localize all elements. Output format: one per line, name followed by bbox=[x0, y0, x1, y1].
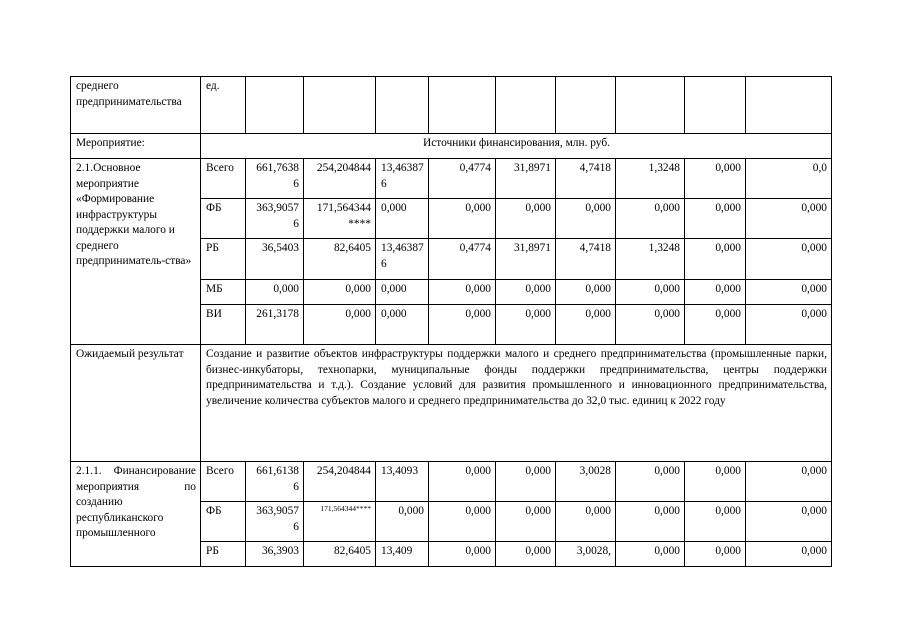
value-cell: 0,0 bbox=[746, 159, 832, 199]
value-cell: 0,000 bbox=[685, 542, 746, 567]
section-label: 2.1.Основное мероприятие «Формирование инфраструктуры поддержки малого и среднего предприниматель-ства» bbox=[71, 159, 201, 345]
value-cell: 661,76386 bbox=[246, 159, 304, 199]
value-cell: 0,000 bbox=[685, 159, 746, 199]
value-cell: 4,7418 bbox=[556, 159, 616, 199]
value-cell: 13,409 bbox=[376, 542, 429, 567]
value-cell: 3,0028 bbox=[556, 462, 616, 502]
value-cell: 0,000 bbox=[376, 199, 429, 239]
table-row bbox=[71, 77, 832, 134]
empty-cell bbox=[246, 77, 304, 134]
value-cell: 0,000 bbox=[496, 305, 556, 345]
value-cell: 0,000 bbox=[746, 280, 832, 305]
value-cell: 0,000 bbox=[496, 199, 556, 239]
source-type: ФБ bbox=[201, 502, 246, 542]
value-cell: 3,0028, bbox=[556, 542, 616, 567]
measure-label: Мероприятие: bbox=[71, 134, 201, 159]
value-cell: 0,000 bbox=[746, 542, 832, 567]
value-cell: 0,000 bbox=[685, 502, 746, 542]
value-cell: 0,000 bbox=[746, 462, 832, 502]
value-cell: 0,000 bbox=[429, 502, 496, 542]
sources-title: Источники финансирования, млн. руб. bbox=[201, 134, 832, 159]
empty-cell bbox=[496, 77, 556, 134]
expected-result-label: Ожидаемый результат bbox=[71, 345, 201, 462]
value-cell: 0,000 bbox=[376, 280, 429, 305]
table-row bbox=[71, 345, 832, 462]
value-cell: 0,000 bbox=[429, 280, 496, 305]
empty-cell bbox=[304, 77, 376, 134]
financing-table bbox=[70, 76, 832, 567]
empty-cell bbox=[556, 77, 616, 134]
value-cell: 0,000 bbox=[746, 305, 832, 345]
value-cell: 0,000 bbox=[556, 305, 616, 345]
value-cell: 31,8971 bbox=[496, 159, 556, 199]
value-cell: 171,564344**** bbox=[304, 502, 376, 542]
value-cell: 0,000 bbox=[429, 542, 496, 567]
value-cell: 363,90576 bbox=[246, 502, 304, 542]
value-cell: 0,000 bbox=[556, 280, 616, 305]
expected-result-text: Создание и развитие объектов инфраструктуры поддержки малого и среднего предпринимательства (промышленные парки, бизнес-инкубаторы, технопарки, муниципальные фонды поддержки предпринимательства, центры поддержки предпринимательства и т.д.). Создание условий для развития промышленного и инновационного предпринимательства, увеличение количества субъектов малого и среднего предпринимательства до 32,0 тыс. единиц к 2022 году bbox=[201, 345, 832, 462]
value-cell: 0,000 bbox=[685, 280, 746, 305]
indicator-label: среднего предпринимательства bbox=[71, 77, 201, 134]
value-cell: 0,000 bbox=[746, 239, 832, 280]
value-cell: 0,000 bbox=[496, 462, 556, 502]
value-cell: 0,000 bbox=[685, 462, 746, 502]
value-cell: 13,463876 bbox=[376, 239, 429, 280]
value-cell: 0,000 bbox=[496, 280, 556, 305]
value-cell: 0,000 bbox=[376, 305, 429, 345]
value-cell: 0,000 bbox=[496, 502, 556, 542]
value-cell: 0,000 bbox=[304, 280, 376, 305]
value-cell: 0,000 bbox=[496, 542, 556, 567]
value-cell: 36,5403 bbox=[246, 239, 304, 280]
value-cell: 171,564344 **** bbox=[304, 199, 376, 239]
value-cell: 0,000 bbox=[429, 199, 496, 239]
value-cell: 0,000 bbox=[616, 199, 685, 239]
source-type: ВИ bbox=[201, 305, 246, 345]
value-cell: 0,000 bbox=[429, 305, 496, 345]
value-cell: 661,61386 bbox=[246, 462, 304, 502]
value-cell: 1,3248 bbox=[616, 239, 685, 280]
value-cell: 0,000 bbox=[685, 239, 746, 280]
value-cell: 0,000 bbox=[746, 502, 832, 542]
value-cell: 36,3903 bbox=[246, 542, 304, 567]
source-type: РБ bbox=[201, 239, 246, 280]
section-label: 2.1.1. Финансирование мероприятия по созданию республиканского промышленного bbox=[71, 462, 201, 567]
empty-cell bbox=[685, 77, 746, 134]
value-cell: 0,000 bbox=[246, 280, 304, 305]
empty-cell bbox=[376, 77, 429, 134]
value-cell: 0,000 bbox=[616, 305, 685, 345]
value-cell: 0,4774 bbox=[429, 159, 496, 199]
value-cell: 0,000 bbox=[556, 502, 616, 542]
unit-cell: ед. bbox=[201, 77, 246, 134]
value-cell: 13,4093 bbox=[376, 462, 429, 502]
source-type: РБ bbox=[201, 542, 246, 567]
value-cell: 0,000 bbox=[616, 502, 685, 542]
value-cell: 0,000 bbox=[616, 462, 685, 502]
source-type: Всего bbox=[201, 462, 246, 502]
source-type: МБ bbox=[201, 280, 246, 305]
value-cell: 13,463876 bbox=[376, 159, 429, 199]
value-cell: 254,204844 bbox=[304, 462, 376, 502]
value-cell: 0,4774 bbox=[429, 239, 496, 280]
empty-cell bbox=[616, 77, 685, 134]
value-cell: 0,000 bbox=[685, 199, 746, 239]
value-cell: 82,6405 bbox=[304, 542, 376, 567]
value-cell: 31,8971 bbox=[496, 239, 556, 280]
empty-cell bbox=[429, 77, 496, 134]
value-cell: 261,3178 bbox=[246, 305, 304, 345]
value-cell: 363,90576 bbox=[246, 199, 304, 239]
value-cell: 254,204844 bbox=[304, 159, 376, 199]
table-row bbox=[71, 159, 832, 199]
value-cell: 0,000 bbox=[616, 280, 685, 305]
value-cell: 0,000 bbox=[376, 502, 429, 542]
value-cell: 4,7418 bbox=[556, 239, 616, 280]
source-type: ФБ bbox=[201, 199, 246, 239]
value-cell: 0,000 bbox=[304, 305, 376, 345]
value-cell: 1,3248 bbox=[616, 159, 685, 199]
value-cell: 0,000 bbox=[556, 199, 616, 239]
table-row bbox=[71, 462, 832, 502]
value-cell: 0,000 bbox=[429, 462, 496, 502]
source-type: Всего bbox=[201, 159, 246, 199]
empty-cell bbox=[746, 77, 832, 134]
value-cell: 0,000 bbox=[746, 199, 832, 239]
value-cell: 0,000 bbox=[616, 542, 685, 567]
value-cell: 0,000 bbox=[685, 305, 746, 345]
table-row bbox=[71, 134, 832, 159]
value-cell: 82,6405 bbox=[304, 239, 376, 280]
